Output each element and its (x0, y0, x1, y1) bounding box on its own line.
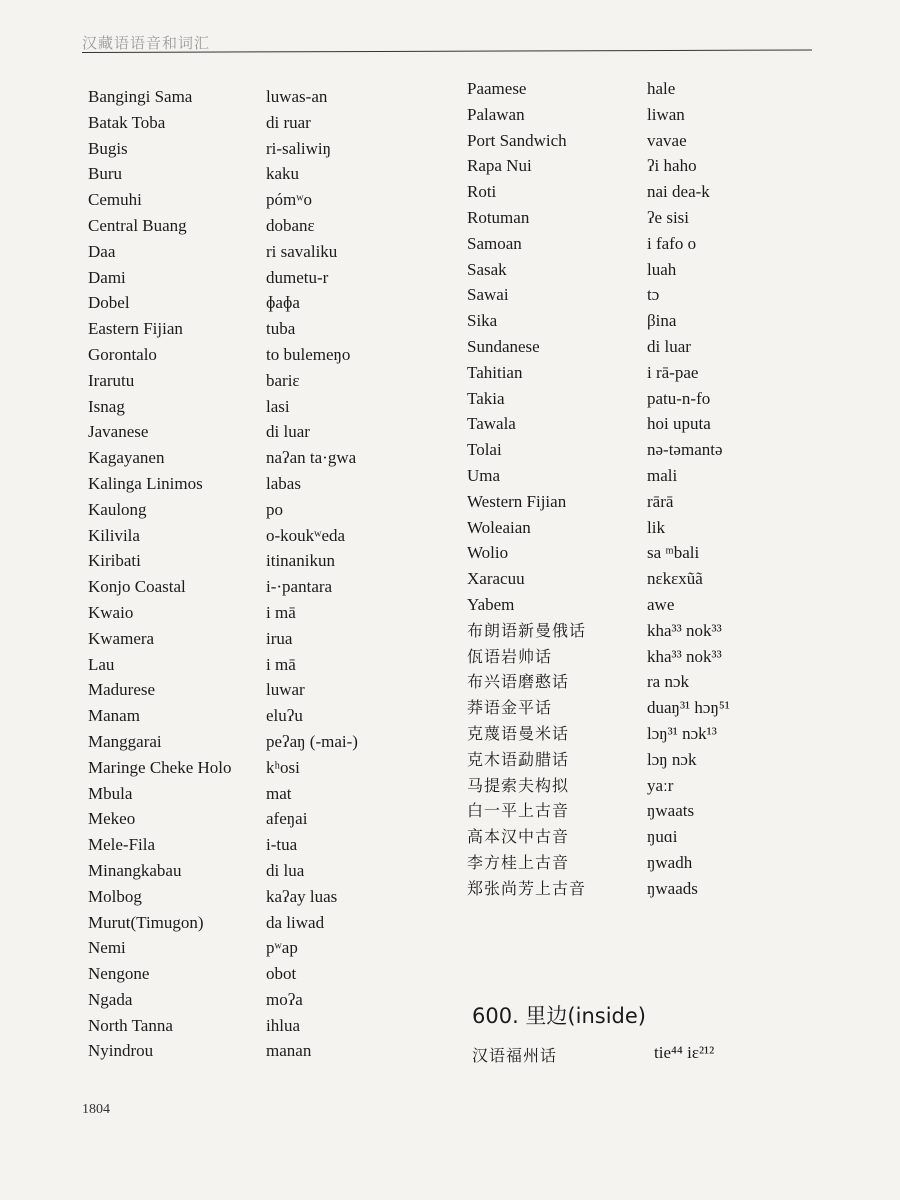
entry-language: 克木语勐腊话 (467, 749, 570, 769)
entry-language: 克蔑语曼米话 (467, 723, 570, 743)
entry-language: Konjo Coastal (88, 577, 186, 597)
entry-word: awe (647, 594, 675, 614)
entry-language: Paamese (467, 79, 527, 98)
entry-language: Manam (88, 706, 140, 726)
entry-word: vavae (647, 130, 687, 150)
entry-language: Nemi (88, 938, 126, 958)
entry-language: Maringe Cheke Holo (88, 757, 232, 777)
entry-language: Mekeo (88, 809, 136, 829)
entry-language: Eastern Fijian (88, 319, 183, 339)
entry-word: ŋwadh (647, 852, 693, 872)
entry-language: Manggarai (88, 731, 162, 751)
entry-word: sa ᵐbali (647, 543, 700, 563)
entry-language: 白一平上古音 (467, 801, 570, 821)
entry-language: Irarutu (88, 370, 135, 390)
entry-word: nai dea-k (647, 182, 710, 202)
entry-language: Batak Toba (88, 112, 166, 132)
entry-language: Lau (88, 654, 115, 674)
entry-word: labas (266, 473, 301, 493)
entry-language: Tolai (467, 440, 502, 460)
entry-language: Kaulong (88, 499, 147, 519)
entry-word: mat (266, 783, 292, 803)
entry-word: nə-təmantə (647, 440, 723, 460)
entry-language: Isnag (88, 396, 125, 416)
entry-language: Samoan (467, 233, 522, 253)
entry-language: Yabem (467, 594, 515, 614)
entry-language: Daa (88, 241, 116, 261)
entry-language: Cemuhi (88, 190, 142, 210)
entry-language: Uma (467, 465, 501, 485)
entry-word: hale (647, 79, 676, 98)
entry-word: ʔi haho (647, 156, 697, 176)
entry-word: dobanɛ (266, 215, 315, 235)
entry-word: nɛkɛxũã (647, 569, 703, 589)
entry-word: ŋwaads (647, 878, 698, 898)
entry-language: Tahitian (467, 362, 523, 382)
entry-word: di luar (266, 422, 310, 442)
entry-word: kha³³ nok³³ (647, 620, 722, 640)
entry-language: Sika (467, 311, 498, 331)
entry-word: luwar (266, 680, 305, 700)
entry-word: i rā-pae (647, 362, 699, 382)
entry-language: Mbula (88, 783, 133, 803)
entry-word: kʰosi (266, 757, 300, 777)
entry-word: ŋwaats (647, 801, 695, 821)
entry-language: 李方桂上古音 (467, 852, 570, 872)
entry-word: naʔan ta·gwa (266, 448, 357, 468)
entry-word: afeŋai (266, 809, 308, 829)
entry-language: Woleaian (467, 517, 531, 537)
entry-language: Nengone (88, 964, 150, 984)
running-header: 汉藏语语音和词汇 (82, 34, 211, 52)
entry-language: Rotuman (467, 207, 530, 227)
entry-language: Bangingi Sama (88, 87, 193, 106)
entry-language: Gorontalo (88, 344, 157, 364)
entry-word: manan (266, 1041, 312, 1061)
entry-language: 佤语岩帅话 (467, 646, 553, 666)
entry-word: kaʔay luas (266, 886, 338, 906)
entry-word: kaku (266, 164, 300, 184)
entry-language: Dami (88, 267, 126, 287)
entry-word: pʷap (266, 938, 298, 958)
entry-language: Minangkabau (88, 860, 182, 880)
entry-word: lɔŋ³¹ nɔk¹³ (647, 723, 717, 743)
entry-language: 布朗语新曼俄话 (467, 620, 587, 640)
entry-language: Port Sandwich (467, 130, 567, 150)
entry-language: Mele-Fila (88, 835, 156, 855)
entry-word: βina (647, 311, 677, 331)
entry-language: Murut(Timugon) (88, 912, 204, 932)
entry-word: luah (647, 259, 677, 279)
entry-word: itinanikun (266, 551, 335, 571)
entry-word: eluʔu (266, 706, 303, 726)
entry-word: moʔa (266, 989, 303, 1009)
entry-word: tɔ (647, 285, 660, 305)
entry-word: bariɛ (266, 370, 300, 390)
entry-language: Kwaio (88, 602, 134, 622)
entry-language: Sasak (467, 259, 507, 279)
entry-word: kha³³ nok³³ (647, 646, 722, 666)
entry-language: 汉语福州话 (472, 1046, 558, 1065)
entry-word: lɔŋ nɔk (647, 749, 697, 769)
entry-word: mali (647, 465, 678, 485)
entry-language: 高本汉中古音 (467, 827, 570, 847)
entry-language: Roti (467, 182, 497, 202)
entry-word: rārā (647, 491, 674, 511)
page-number: 1804 (82, 1102, 110, 1117)
entry-language: Buru (88, 164, 122, 184)
entry-word: hoi uputa (647, 414, 711, 434)
entry-word: lik (647, 517, 665, 537)
entry-word: ʔe sisi (647, 207, 690, 227)
entry-language: 马提索夫构拟 (467, 775, 570, 795)
entry-language: 布兴语磨憨话 (467, 672, 570, 692)
entry-word: o-koukʷeda (266, 525, 346, 545)
entry-language: Sundanese (467, 336, 540, 356)
entry-language: Kwamera (88, 628, 155, 648)
entry-language: Dobel (88, 293, 130, 313)
entry-word: liwan (647, 104, 685, 124)
entry-language: Kiribati (88, 551, 141, 571)
entry-word: patu-n-fo (647, 388, 711, 408)
entry-word: ri-saliwiŋ (266, 138, 332, 158)
entry-word: i-·pantara (266, 577, 333, 597)
entry-word: yaːr (647, 775, 674, 795)
entry-language: Nyindrou (88, 1041, 154, 1061)
entry-language: Sawai (467, 285, 509, 305)
entry-word: da liwad (266, 912, 325, 932)
entry-word: i fafo o (647, 233, 697, 253)
entry-language: Palawan (467, 104, 525, 124)
entry-language: Western Fijian (467, 491, 567, 511)
entry-language: Xaracuu (467, 569, 525, 589)
entry-word: i-tua (266, 835, 298, 855)
entry-language: Ngada (88, 989, 133, 1009)
entry-word: di luar (647, 336, 691, 356)
entry-word: ri savaliku (266, 241, 338, 261)
entry-language: Takia (467, 388, 505, 408)
entry-language: Javanese (88, 422, 149, 442)
entry-word: ŋuɑi (647, 827, 678, 847)
entry-language: Tawala (467, 414, 516, 434)
entry-word: ɸaɸa (266, 293, 300, 313)
entry-word: di ruar (266, 112, 311, 132)
entry-word: tie⁴⁴ iɛ²¹² (654, 1043, 715, 1062)
entry-word: duaŋ³¹ hɔŋ⁵¹ (647, 698, 730, 718)
entry-language: 莽语金平话 (467, 698, 553, 718)
section-heading: 600. 里边(inside) (472, 1004, 646, 1028)
entry-word: po (266, 499, 283, 519)
entry-language: 郑张尚芳上古音 (467, 878, 587, 898)
entry-language: Wolio (467, 543, 509, 563)
entry-word: lasi (266, 396, 290, 416)
entry-word: dumetu-r (266, 267, 329, 287)
entry-word: luwas-an (266, 87, 328, 106)
entry-word: irua (266, 628, 293, 648)
entry-language: Kilivila (88, 525, 140, 545)
entry-word: pómʷo (266, 190, 313, 210)
entry-language: North Tanna (88, 1015, 173, 1035)
entry-word: ihlua (266, 1015, 300, 1035)
entry-word: ra nɔk (647, 672, 690, 692)
entry-word: di lua (266, 860, 305, 880)
entry-word: to bulemeŋo (266, 344, 351, 364)
entry-word: obot (266, 964, 297, 984)
entry-language: Bugis (88, 138, 128, 158)
entry-word: i mā (266, 602, 296, 622)
entry-word: tuba (266, 319, 296, 339)
entry-language: Madurese (88, 680, 156, 700)
entry-language: Rapa Nui (467, 156, 532, 176)
entry-language: Molbog (88, 886, 142, 906)
entry-language: Kagayanen (88, 448, 165, 468)
section-entry (472, 1043, 772, 1067)
entry-language: Kalinga Linimos (88, 473, 203, 493)
entry-word: i mā (266, 654, 296, 674)
entry-word: peʔaŋ (-mai-) (266, 731, 358, 751)
entry-language: Central Buang (88, 215, 187, 235)
